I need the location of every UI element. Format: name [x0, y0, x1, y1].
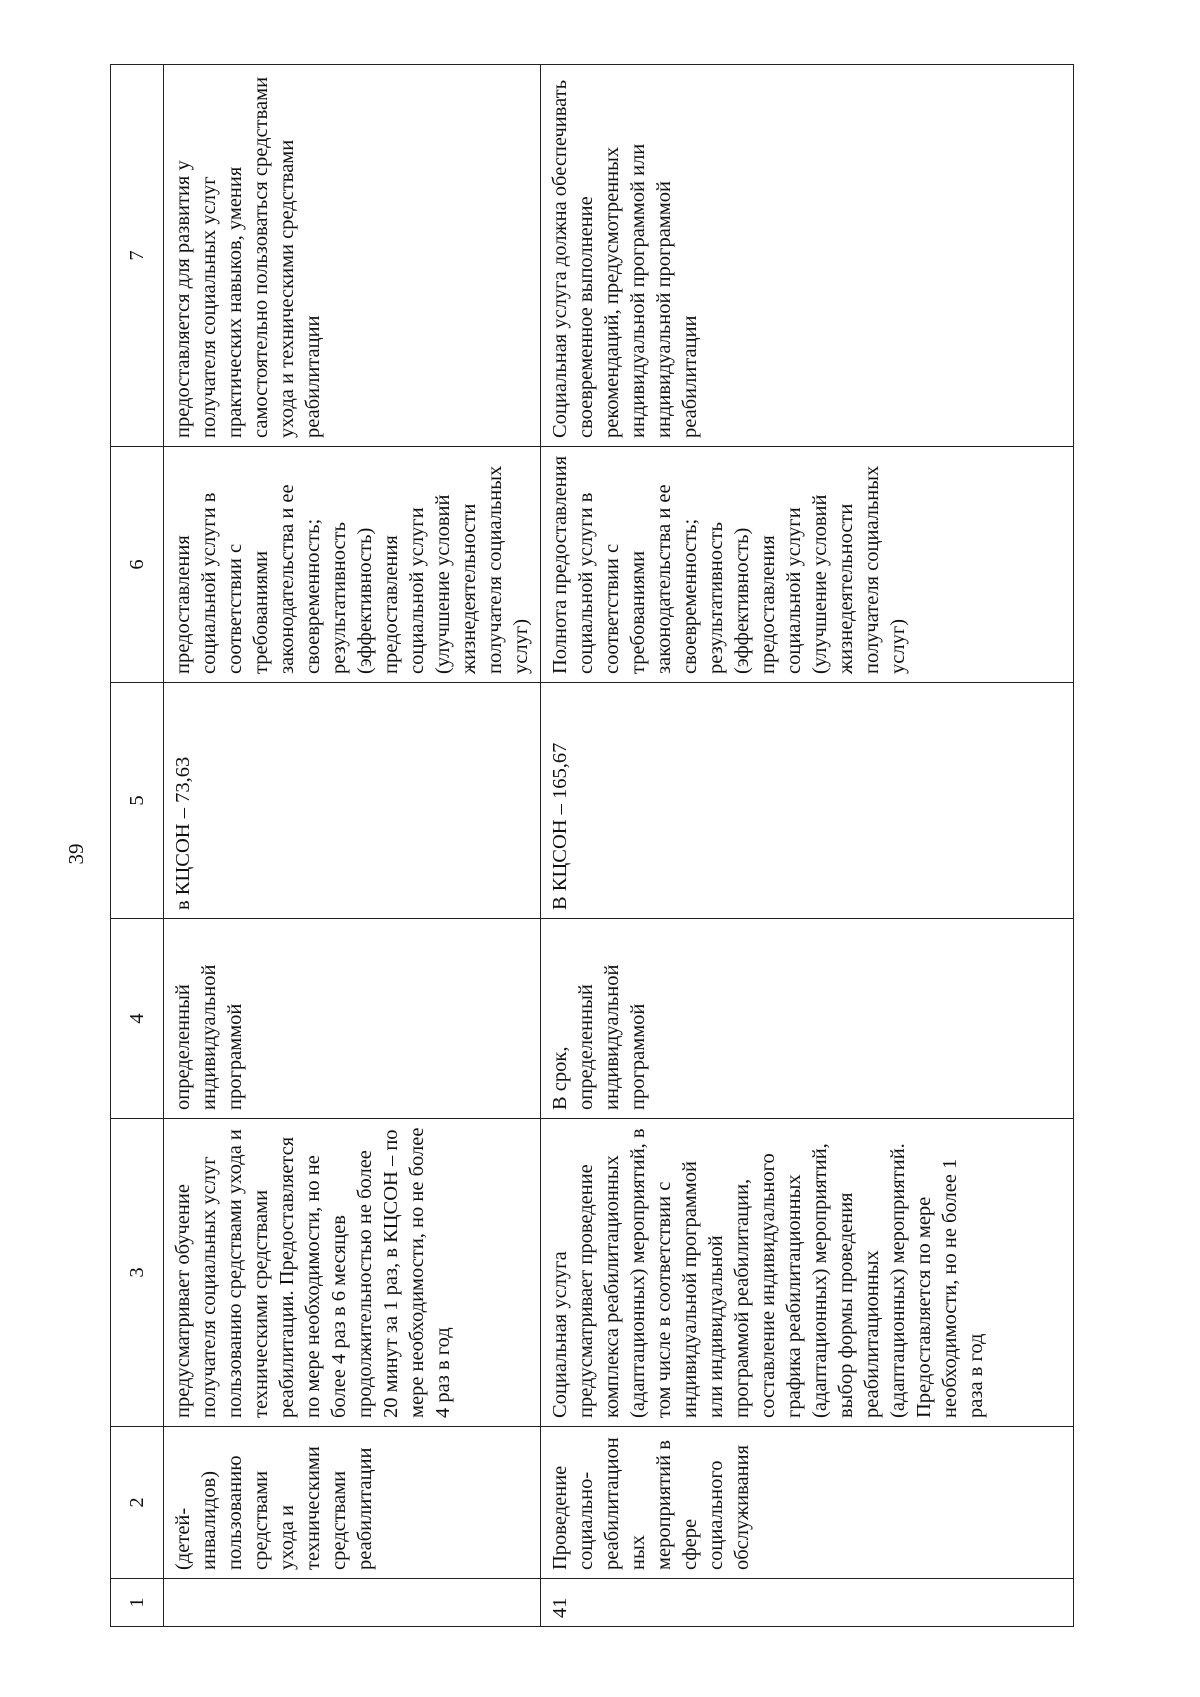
services-table	[110, 64, 1074, 1627]
table-header-row	[111, 65, 164, 1627]
table-row	[164, 65, 541, 1627]
service-description-cell: Социальная услуга предусматривает проведение комплекса реабилитационных (адаптационных) мероприятий, в том числе в соответствии с индивидуальной программой или индивидуальной программой реабилитации, составление индивидуального графика реабилитационных (адаптационных) мероприятий, выбор формы проведения реабилитационных (адаптационных) мероприятий. Предоставляется по мере необходимости, но не более 1 раза в год	[541, 1119, 1074, 1427]
column-header: 6	[111, 447, 164, 683]
row-number-cell: 41	[541, 1579, 1074, 1627]
rotated-page	[60, 71, 1020, 1637]
column-header: 2	[111, 1427, 164, 1579]
column-header: 3	[111, 1119, 164, 1427]
column-header: 4	[111, 919, 164, 1119]
service-conditions-cell: Социальная услуга должна обеспечивать своевременное выполнение рекомендаций, предусмотренных индивидуальной программой или индивидуальной программой реабилитации	[541, 65, 1074, 447]
service-name-cell: (детей-инвалидов) пользованию средствами ухода и техническими средствами реабилитации	[164, 1427, 541, 1579]
column-header: 7	[111, 65, 164, 447]
column-header: 5	[111, 683, 164, 919]
service-conditions-cell: предоставляется для развития у получателя социальных услуг практических навыков, умения самостоятельно пользоваться средствами ухода и техническими средствами реабилитации	[164, 65, 541, 447]
service-term-cell: определенный индивидуальной программой	[164, 919, 541, 1119]
column-header: 1	[111, 1579, 164, 1627]
service-price-cell: В КЦСОН – 165,67	[541, 683, 1074, 919]
table-row	[541, 65, 1074, 1627]
page-number: 39	[64, 843, 88, 865]
service-name-cell: Проведение социально-реабилитационных мероприятий в сфере социального обслуживания	[541, 1427, 1074, 1579]
quality-indicators-cell: Полнота предоставления социальной услуги в соответствии с требованиями законодательства и ее своевременность; результативность (эффективность) предоставления социальной услуги (улучшение условий жизнедеятельности получателя социальных услуг)	[541, 447, 1074, 683]
quality-indicators-cell: предоставления социальной услуги в соответствии с требованиями законодательства и ее своевременность; результативность (эффективность) предоставления социальной услуги (улучшение условий жизнедеятельности получателя социальных услуг)	[164, 447, 541, 683]
service-description-cell: предусматривает обучение получателя социальных услуг пользованию средствами ухода и техническими средствами реабилитации. Предоставляется по мере необходимости, но не более 4 раз в 6 месяцев продолжительностью не более 20 минут за 1 раз, в КЦСОН – по мере необходимости, но не более 4 раз в год	[164, 1119, 541, 1427]
service-price-cell: в КЦСОН – 73,63	[164, 683, 541, 919]
row-number-cell	[164, 1579, 541, 1627]
service-term-cell: В срок, определенный индивидуальной программой	[541, 919, 1074, 1119]
